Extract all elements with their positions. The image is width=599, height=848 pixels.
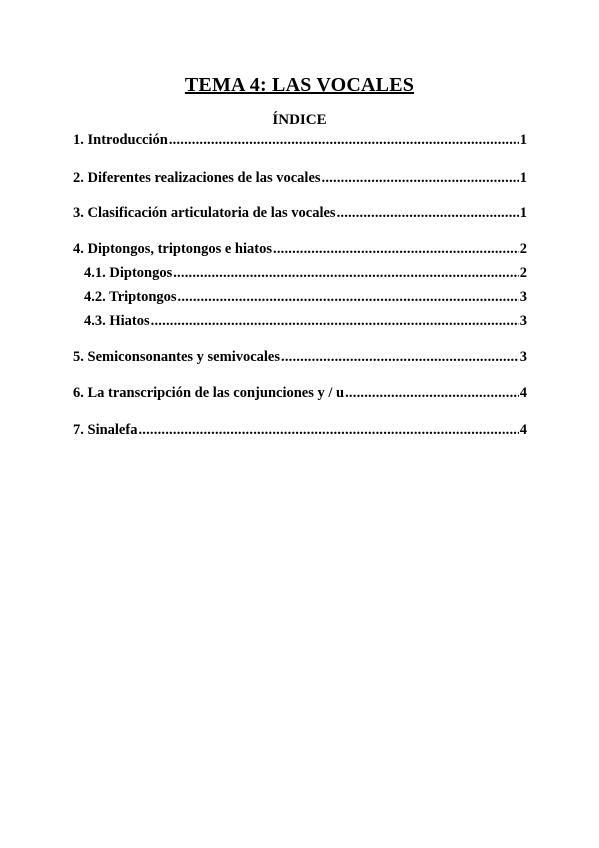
toc-leader-dots bbox=[345, 384, 519, 402]
toc-leader-dots bbox=[173, 264, 519, 282]
toc-entry-page: 4 bbox=[519, 385, 527, 401]
toc-entry-page: 3 bbox=[519, 313, 527, 329]
toc-leader-dots bbox=[178, 288, 519, 306]
toc-leader-dots bbox=[151, 312, 519, 330]
toc-entry-page: 3 bbox=[519, 349, 527, 365]
toc-entry-label: 1. Introducción bbox=[73, 132, 168, 148]
toc-entry-realizaciones bbox=[73, 169, 527, 187]
toc-entry-label: 6. La transcripción de las conjunciones y / u bbox=[73, 385, 345, 401]
toc-entry-page: 4 bbox=[519, 422, 527, 438]
toc-entry-semiconsonantes bbox=[73, 348, 527, 366]
toc-entry-label: 2. Diferentes realizaciones de las vocales bbox=[73, 170, 321, 186]
toc-entry-diptongos-triptongos-hiatos bbox=[73, 240, 527, 258]
toc-entry-page: 1 bbox=[519, 170, 527, 186]
toc-entry-label: 4.2. Triptongos bbox=[84, 289, 177, 305]
toc-entry-label: 5. Semiconsonantes y semivocales bbox=[73, 349, 281, 365]
toc-entry-label: 4.3. Hiatos bbox=[84, 313, 150, 329]
toc-leader-dots bbox=[169, 131, 519, 149]
toc-entry-page: 1 bbox=[519, 132, 527, 148]
toc-entry-diptongos bbox=[84, 264, 527, 282]
toc-leader-dots bbox=[138, 421, 518, 439]
toc-entry-label: 7. Sinalefa bbox=[73, 422, 138, 438]
toc-entry-label: 4. Diptongos, triptongos e hiatos bbox=[73, 241, 272, 257]
toc-entry-label: 4.1. Diptongos bbox=[84, 265, 173, 281]
toc-entry-page: 2 bbox=[519, 265, 527, 281]
toc-entry-label: 3. Clasificación articulatoria de las vocales bbox=[73, 205, 336, 221]
toc-entry-triptongos bbox=[84, 288, 527, 306]
toc-entry-page: 2 bbox=[519, 241, 527, 257]
toc-entry-introduccion bbox=[73, 131, 527, 149]
toc-entry-page: 1 bbox=[519, 205, 527, 221]
index-heading: ÍNDICE bbox=[272, 112, 327, 128]
toc-leader-dots bbox=[281, 348, 519, 366]
toc-entry-transcripcion bbox=[73, 384, 527, 402]
page-title: TEMA 4: LAS VOCALES bbox=[184, 74, 415, 96]
toc-leader-dots bbox=[273, 240, 519, 258]
toc-leader-dots bbox=[337, 204, 519, 222]
toc-entry-sinalefa bbox=[73, 421, 527, 439]
toc-entry-hiatos bbox=[84, 312, 527, 330]
toc-entry-page: 3 bbox=[519, 289, 527, 305]
toc-leader-dots bbox=[322, 169, 519, 187]
toc-entry-clasificacion bbox=[73, 204, 527, 222]
